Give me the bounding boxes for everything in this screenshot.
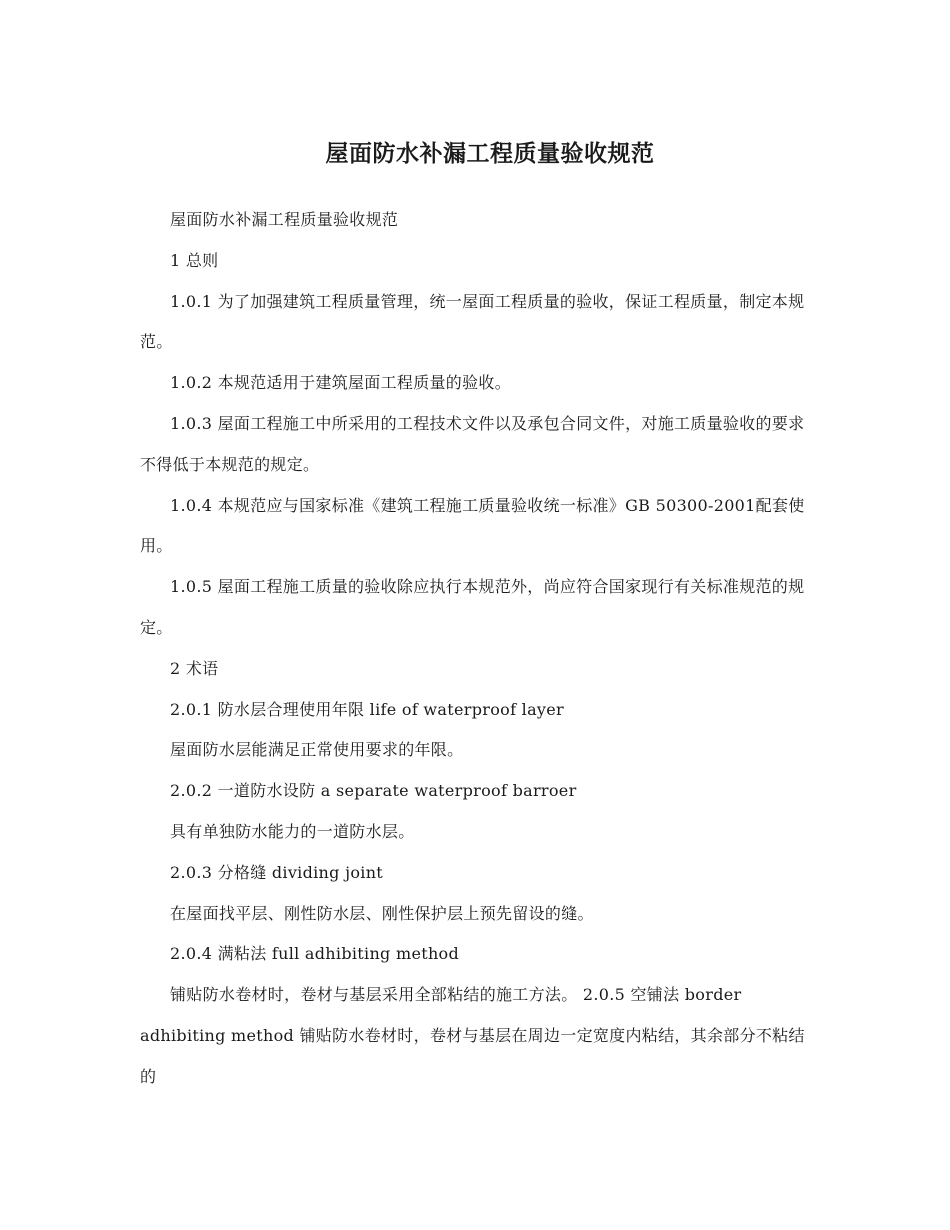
section-heading-general: 1 总则 — [170, 250, 219, 270]
term-2-0-3-definition: 在屋面找平层、刚性防水层、刚性保护层上预先留设的缝。 — [170, 903, 594, 923]
document-title: 屋面防水补漏工程质量验收规范 — [325, 140, 655, 167]
term-2-0-2-definition: 具有单独防水能力的一道防水层。 — [170, 821, 415, 841]
section-heading-terms: 2 术语 — [170, 658, 219, 678]
clause-1-0-3: 1.0.3 屋面工程施工中所采用的工程技术文件以及承包合同文件，对施工质量验收的要求不得低于本规范的规定。 — [140, 413, 805, 474]
clause-1-0-5: 1.0.5 屋面工程施工质量的验收除应执行本规范外，尚应符合国家现行有关标准规范的规定。 — [140, 577, 805, 637]
term-2-0-3: 2.0.3 分格缝 dividing joint — [170, 862, 384, 882]
clause-1-0-1: 1.0.1 为了加强建筑工程质量管理，统一屋面工程质量的验收，保证工程质量，制定本规范。 — [140, 291, 805, 352]
term-2-0-2: 2.0.2 一道防水设防 a separate waterproof barroer — [170, 781, 577, 801]
term-2-0-1-definition: 屋面防水层能满足正常使用要求的年限。 — [170, 740, 464, 760]
clause-1-0-4: 1.0.4 本规范应与国家标准《建筑工程施工质量验收统一标准》GB 50300-2001配套使用。 — [140, 495, 805, 556]
paragraph-subtitle: 屋面防水补漏工程质量验收规范 — [170, 210, 399, 229]
clause-1-0-2: 1.0.2 本规范适用于建筑屋面工程质量的验收。 — [170, 373, 511, 393]
term-2-0-4: 2.0.4 满粘法 full adhibiting method — [170, 944, 460, 964]
document-body — [140, 200, 810, 1098]
term-2-0-4-definition: 铺贴防水卷材时，卷材与基层采用全部粘结的施工方法。 2.0.5 空铺法 border adhibiting method 铺贴防水卷材时，卷材与基层在周边一定宽度内粘结，其余部分不粘结的 — [140, 985, 805, 1086]
term-2-0-1: 2.0.1 防水层合理使用年限 life of waterproof layer — [170, 699, 564, 719]
